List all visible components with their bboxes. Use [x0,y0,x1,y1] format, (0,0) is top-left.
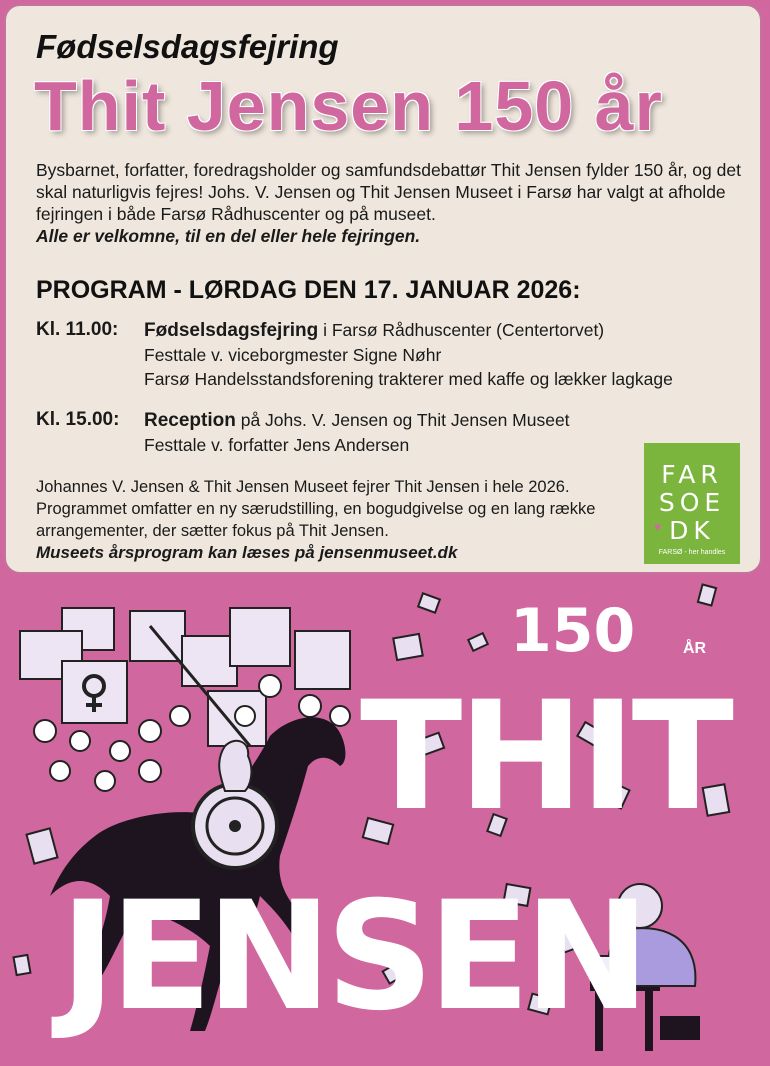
event-time: Kl. 15.00: [36,409,120,430]
intro-body: Bysbarnet, forfatter, foredragsholder og samfundsdebattør Thit Jensen fylder 150 år, og det skal naturligvis fejres! Johs. V. Jensen og Thit Jensen Museet i Farsø har valgt at afholde fejringen i både Farsø Rådhuscenter og på museet. [36,160,741,224]
footer-text [36,476,636,564]
big-jensen: JENSEN [60,870,644,1044]
intro-text [36,159,756,247]
event-name: Fødselsdagsfejring [144,320,319,341]
welcome-line: Alle er velkomne, til en del eller hele fejringen. [36,226,421,246]
big-thit: THIT [360,670,730,844]
event-name: Reception [144,410,236,431]
event-detail: Festtale v. forfatter Jens Andersen [144,435,410,455]
website-link-line[interactable]: Museets årsprogram kan læses på jensenmuseet.dk [36,543,458,562]
event-detail: Farsø Handelsstandsforening trakterer med kaffe og lækker lagkage [144,369,673,389]
logo-row: DK [669,516,715,545]
event-detail: Festtale v. viceborgmester Signe Nøhr [144,345,442,365]
footer-body: Johannes V. Jensen & Thit Jensen Museet fejrer Thit Jensen i hele 2026. Programmet omfatter en ny særudstilling, en bogudgivelse og en lang række arrangementer, der sætter fokus på Thit Jensen. [36,478,596,540]
event-location: i Farsø Rådhuscenter (Centertorvet) [318,320,605,340]
event-location: på Johs. V. Jensen og Thit Jensen Museet [235,410,570,430]
heart-icon: ♥ [654,520,662,534]
logo-tagline: FARSØ - her handles [658,549,726,556]
big-150: 150 [510,596,636,666]
program-heading: PROGRAM - LØRDAG DEN 17. JANUAR 2026: [36,276,581,304]
info-panel [4,4,762,574]
page-title: Thit Jensen 150 år [34,67,663,145]
rider [219,741,251,791]
subtitle: Fødselsdagsfejring [36,28,339,65]
logo-row: FAR [661,460,723,489]
farsoe-logo [644,443,740,564]
big-ar: ÅR [683,640,707,657]
event-time: Kl. 11.00: [36,319,119,340]
logo-row: SOE [658,488,726,517]
